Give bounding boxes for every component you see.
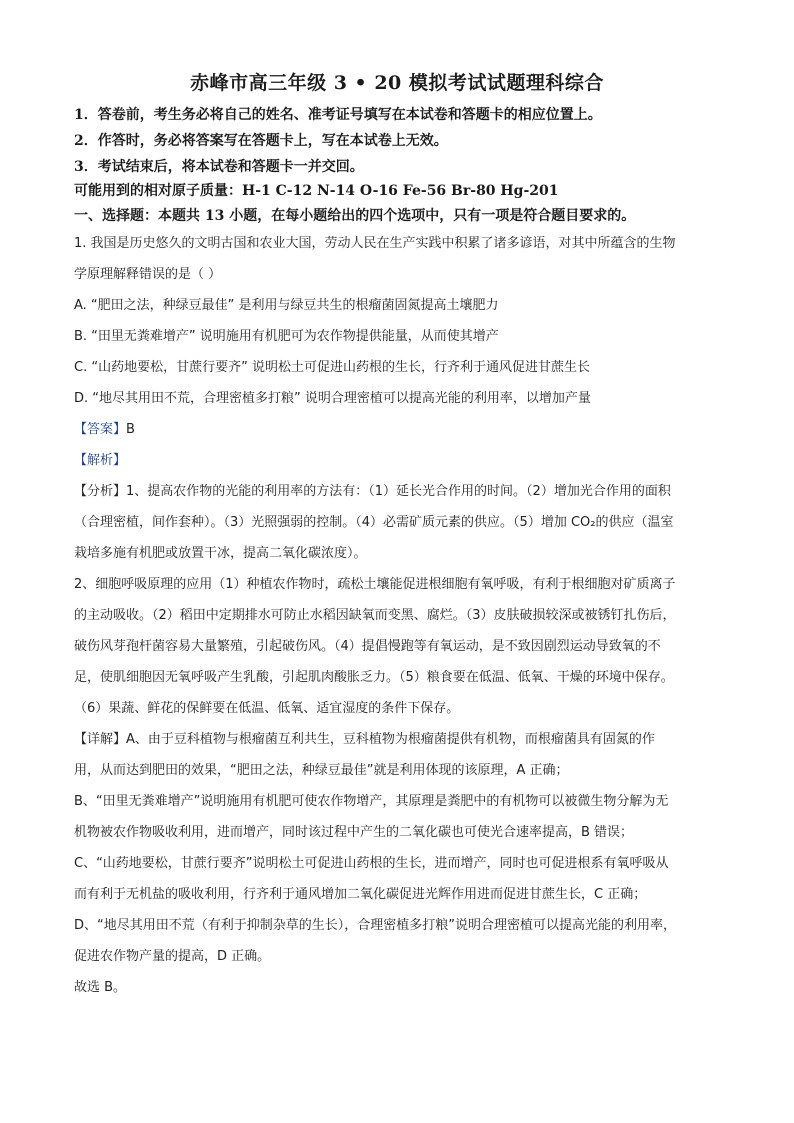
question-stem: 学原理解释错误的是（ ） xyxy=(74,267,222,282)
analysis-block xyxy=(74,476,724,1003)
option-b: B. “田里无粪难增产” 说明施用有机肥可为农作物提供能量，从而使其增产 xyxy=(74,329,499,344)
analysis-line: 足，使肌细胞因无氧呼吸产生乳酸，引起肌肉酸胀乏力。（5）粮食要在低温、低氧、干燥的环境中保存。 xyxy=(74,670,674,685)
detail-line: C、“山药地要松，甘蔗行要齐”说明松土可促进山药根的生长，进而增产，同时也可促进根系有氧呼吸从 xyxy=(74,856,669,871)
detail-line: 促进农作物产量的提高，D 正确。 xyxy=(74,949,271,964)
analysis-line: 破伤风芽孢杆菌容易大量繁殖，引起破伤风。（4）提倡慢跑等有氧运动，是不致因剧烈运动导致氧的不 xyxy=(74,639,661,654)
detail-line: 而有利于无机盐的吸收利用，行齐利于通风增加二氧化碳促进光辉作用进而促进甘蔗生长，C 正确； xyxy=(74,887,647,902)
detail-line: B、“田里无粪难增产”说明施用有机肥可使农作物增产，其原理是粪肥中的有机物可以被微生物分解为无 xyxy=(74,794,669,809)
question-stem: 1. 我国是历史悠久的文明古国和农业大国，劳动人民在生产实践中积累了诸多谚语，对其中所蕴含的生物 xyxy=(74,236,676,251)
answer-label: 【答案】 xyxy=(74,422,127,437)
analysis-line: 【分析】1、提高农作物的光能的利用率的方法有：（1）延长光合作用的时间。（2）增加光合作用的面积 xyxy=(74,484,671,499)
instruction-line: 1．答卷前，考生务必将自己的姓名、准考证号填写在本试卷和答题卡的相应位置上。 xyxy=(74,107,602,123)
analysis-line: （6）果蔬、鲜花的保鲜要在低温、低氧、适宜湿度的条件下保存。 xyxy=(74,701,460,716)
detail-line: 【详解】A、由于豆科植物与根瘤菌互利共生，豆科植物为根瘤菌提供有机物，而根瘤菌具有固氮的作 xyxy=(74,732,655,747)
analysis-line: （合理密植，间作套种）。（3）光照强弱的控制。（4）必需矿质元素的供应。（5）增加 CO₂的供应（温室 xyxy=(74,515,674,530)
analysis-label: 【解析】 xyxy=(74,453,127,468)
exam-title: 赤峰市高三年级 3 • 20 模拟考试试题理科综合 xyxy=(190,72,604,94)
detail-line: D、“地尽其用田不荒（有利于抑制杂草的生长），合理密植多打粮”说明合理密植可以提高光能的利用率， xyxy=(74,918,676,933)
analysis-line: 的主动吸收。（2）稻田中定期排水可防止水稻因缺氧而变黑、腐烂。（3）皮肤破损较深或被锈钉扎伤后， xyxy=(74,608,676,623)
detail-line: 机物被农作物吸收利用，进而增产，同时该过程中产生的二氧化碳也可使光合速率提高，B 错误； xyxy=(74,825,634,840)
atomic-mass-line: 可能用到的相对原子质量：H-1 C-12 N-14 O-16 Fe-56 Br-80 Hg-201 xyxy=(74,183,559,199)
instruction-line: 2．作答时，务必将答案写在答题卡上，写在本试卷上无效。 xyxy=(74,133,448,149)
analysis-line: 2、细胞呼吸原理的应用（1）种植农作物时，疏松土壤能促进根细胞有氧呼吸，有利于根细胞对矿质离子 xyxy=(74,577,676,592)
answer-value: B xyxy=(126,422,135,437)
detail-line: 用，从而达到肥田的效果，“肥田之法，种绿豆最佳”就是利用体现的该原理，A 正确； xyxy=(74,763,569,778)
question-block xyxy=(74,228,724,476)
option-d: D. “地尽其用田不荒，合理密植多打粮” 说明合理密植可以提高光能的利用率，以增加产量 xyxy=(74,391,591,406)
option-a: A. “肥田之法，种绿豆最佳” 是利用与绿豆共生的根瘤菌固氮提高土壤肥力 xyxy=(74,298,499,313)
instruction-line: 3．考试结束后，将本试卷和答题卡一并交回。 xyxy=(74,159,364,175)
section-heading: 一、选择题：本题共 13 小题，在每小题给出的四个选项中，只有一项是符合题目要求的。 xyxy=(74,208,636,224)
option-c: C. “山药地要松，甘蔗行要齐” 说明松土可促进山药根的生长，行齐利于通风促进甘蔗生长 xyxy=(74,360,590,375)
conclusion-line: 故选 B。 xyxy=(74,980,127,995)
answer-line xyxy=(74,414,724,445)
analysis-line: 栽培多施有机肥或放置干冰，提高二氧化碳浓度）。 xyxy=(74,546,367,561)
